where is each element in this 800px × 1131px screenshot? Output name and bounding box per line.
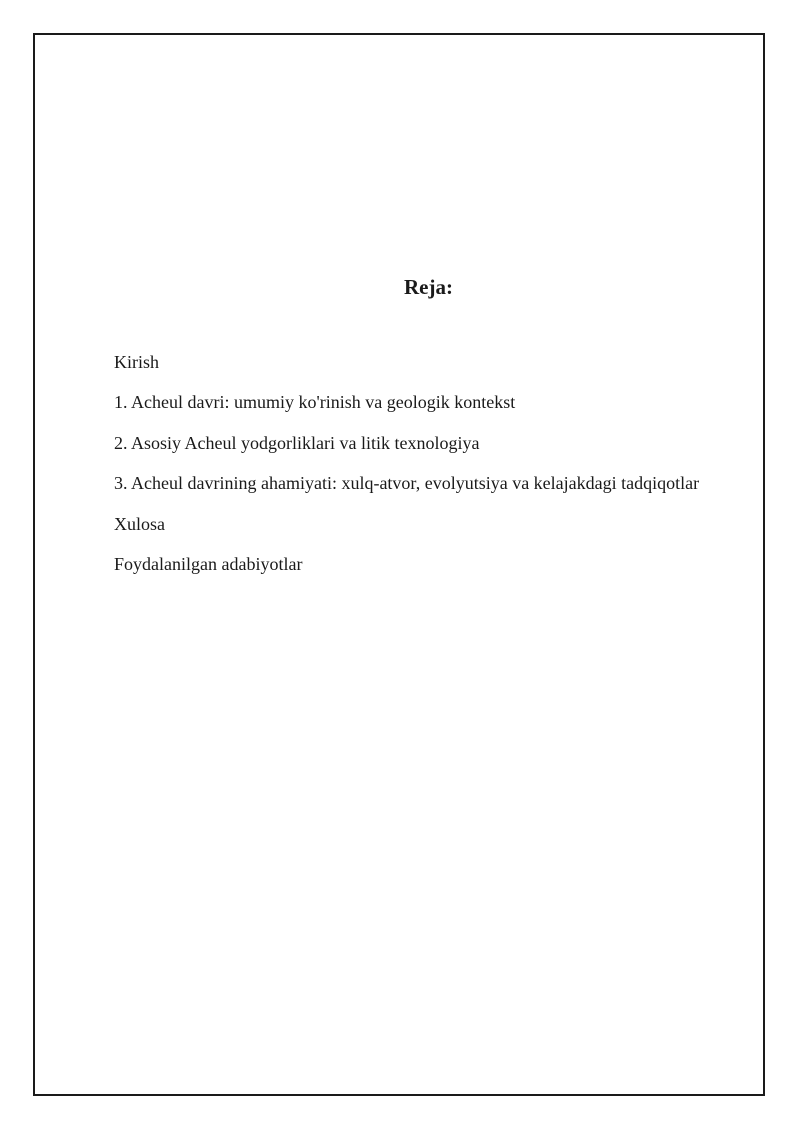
table-of-contents: [114, 350, 754, 592]
toc-item-references: Foydalanilgan adabiyotlar: [114, 553, 303, 574]
toc-item-chapter-1: 1. Acheul davri: umumiy ko'rinish va geologik kontekst: [114, 392, 516, 413]
toc-item-chapter-2: 2. Asosiy Acheul yodgorliklari va litik texnologiya: [114, 432, 480, 453]
toc-item-introduction: Kirish: [114, 352, 159, 372]
toc-item-chapter-3: 3. Acheul davrining ahamiyati: xulq-atvor, evolyutsiya va kelajakdagi tadqiqotlar: [114, 473, 700, 494]
toc-item-conclusion: Xulosa: [114, 513, 165, 534]
page-title: Reja:: [404, 275, 453, 299]
